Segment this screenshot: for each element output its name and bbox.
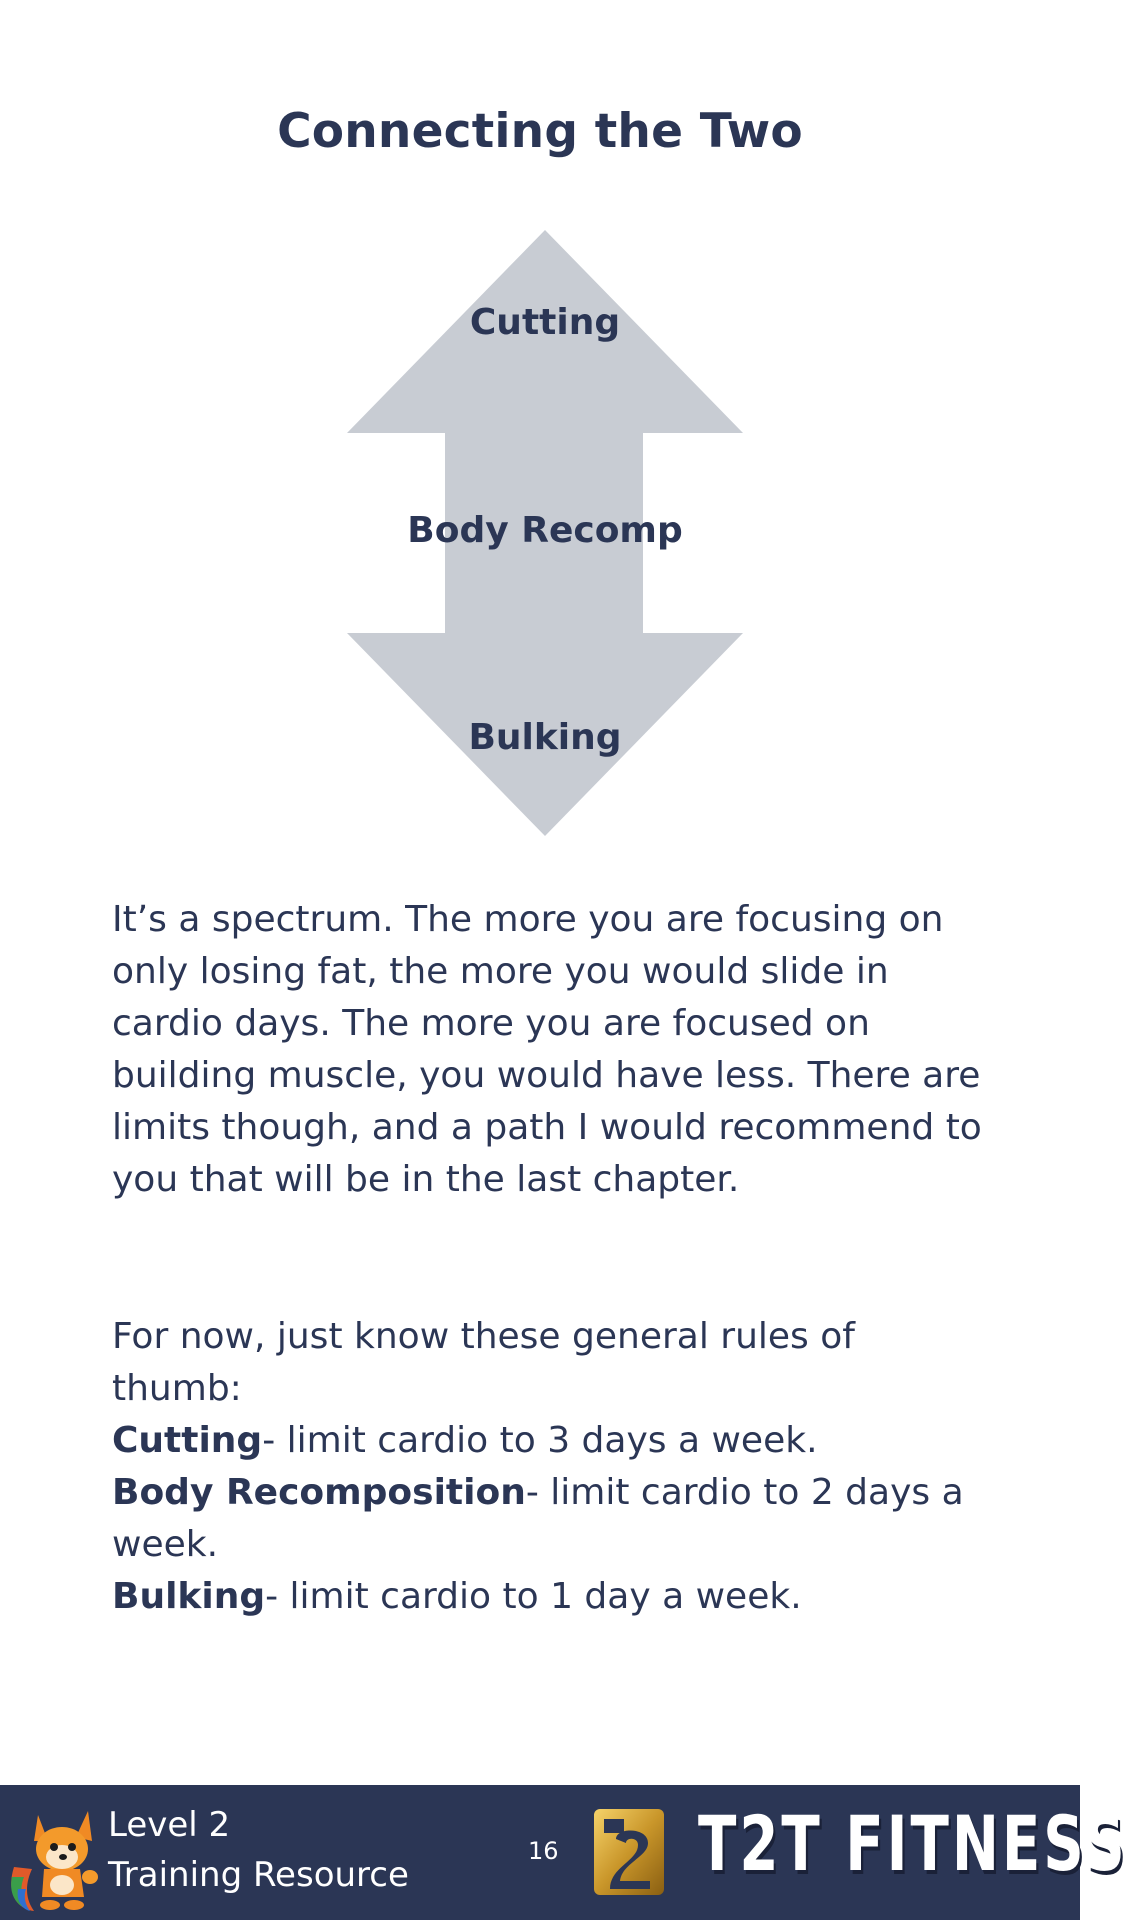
diagram-label-middle: Body Recomp <box>407 510 683 551</box>
rule-text: - limit cardio to 2 days a week. <box>112 1472 964 1565</box>
page-number: 16 <box>528 1837 559 1865</box>
rule-term: Bulking <box>112 1576 266 1617</box>
fox-mascot-icon <box>4 1797 106 1915</box>
t2t-logo-icon <box>592 1805 666 1897</box>
spectrum-diagram <box>340 226 750 838</box>
spectrum-paragraph: It’s a spectrum. The more you are focusing on only losing fat, the more you would slide in cardio days. The more you are focused on building muscle, you would have less. There are limits though, and a path I would recommend to you that will be in the last chapter. <box>112 899 982 1200</box>
diagram-label-bottom: Bulking <box>468 717 622 758</box>
rule-term: Body Recomposition <box>112 1472 526 1513</box>
diagram-label-top: Cutting <box>469 302 621 343</box>
footer-resource: Training Resource <box>108 1855 409 1895</box>
rule-term: Cutting <box>112 1420 263 1461</box>
rule-item-cutting <box>112 1415 992 1467</box>
brand-name: T2T FITNESS <box>698 1799 1128 1888</box>
footer-level: Level 2 <box>108 1805 231 1845</box>
footer-bar <box>0 1785 1128 1920</box>
rule-text: - limit cardio to 1 day a week. <box>265 1576 802 1617</box>
rule-text: - limit cardio to 3 days a week. <box>262 1420 818 1461</box>
rules-section <box>112 1311 992 1623</box>
page-title: Connecting the Two <box>277 104 803 159</box>
rule-item-body-recomposition <box>112 1467 992 1571</box>
rule-item-bulking <box>112 1571 992 1623</box>
rules-intro: For now, just know these general rules of thumb: <box>112 1316 855 1409</box>
